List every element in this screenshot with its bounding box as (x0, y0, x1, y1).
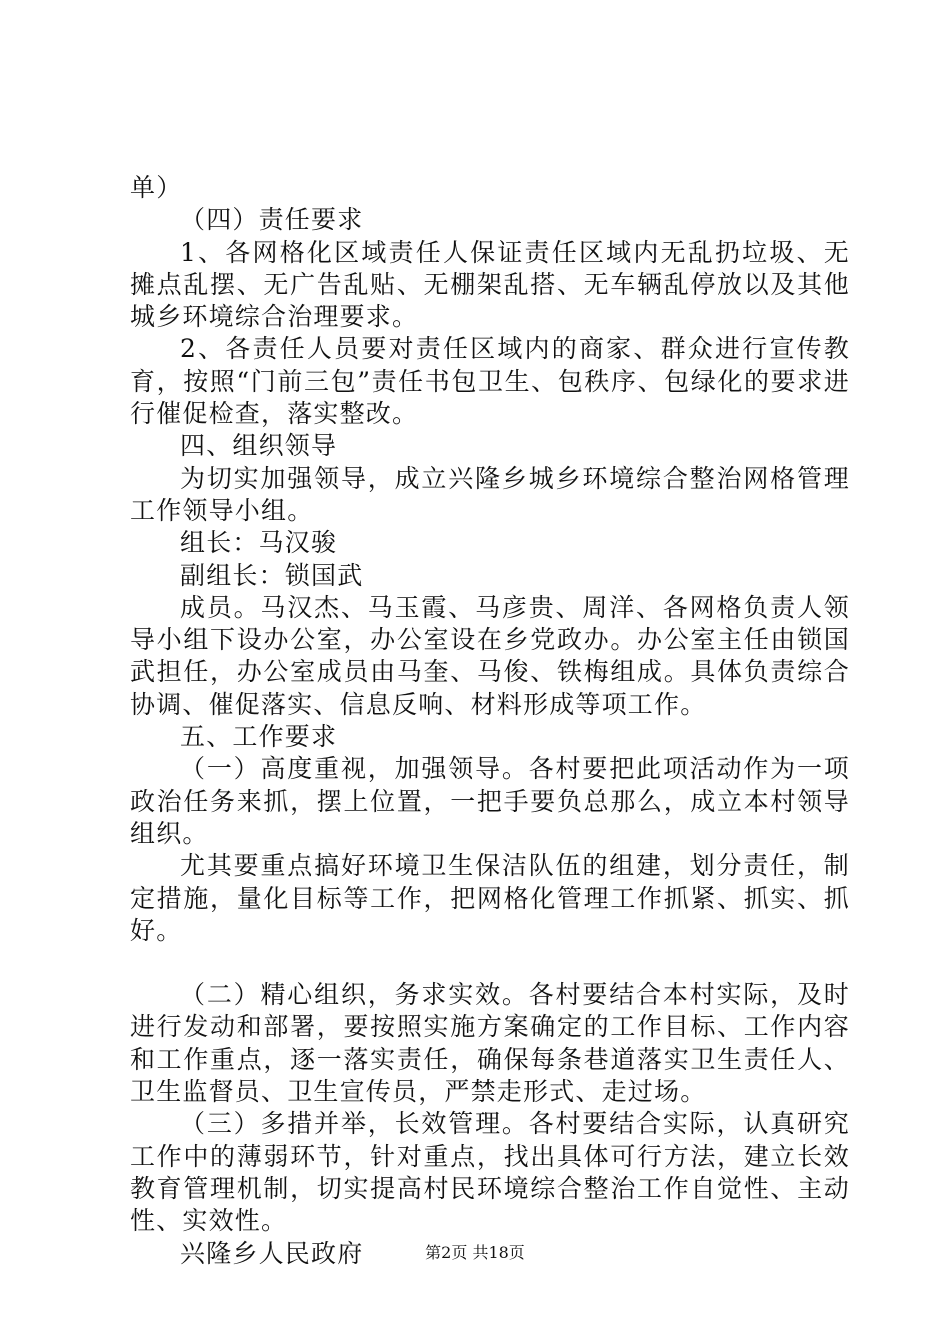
page-number-footer: 第2页 共18页 (425, 1243, 525, 1262)
paragraph-members: 成员。马汉杰、马玉霞、马彦贵、周洋、各网格负责人领导小组下设办公室，办公室设在乡党政办。办公室主任由锁国武担任，办公室成员由马奎、马俊、铁梅组成。具体负责综合协调、催促落实、信息反响、材料形成等项工作。 (130, 592, 850, 719)
paragraph-work-requirement-3: （三）多措并举，长效管理。各村要结合实际，认真研究工作中的薄弱环节，针对重点，找出具体可行方法，建立长效教育管理机制，切实提高村民环境综合整治工作自觉性、主动性、实效性。 (130, 1109, 850, 1236)
paragraph-deputy-leader: 副组长：锁国武 (180, 560, 364, 590)
heading-work-requirements: 五、工作要求 (180, 722, 338, 752)
paragraph-leadership-group: 为切实加强领导，成立兴隆乡城乡环境综合整治网格管理工作领导小组。 (130, 463, 850, 525)
paragraph-group-leader: 组长：马汉骏 (180, 528, 338, 558)
paragraph-gap (130, 947, 850, 979)
signature-issuer: 兴隆乡人民政府 (180, 1238, 364, 1268)
paragraph-work-requirement-2: （二）精心组织，务求实效。各村要结合本村实际，及时进行发动和部署，要按照实施方案确定的工作目标、工作内容和工作重点，逐一落实责任，确保每条巷道落实卫生责任人、卫生监督员、卫生宣传员，严禁走形式、走过场。 (130, 980, 850, 1107)
heading-organization-leadership: 四、组织领导 (180, 431, 338, 461)
paragraph-requirement-2: 2、各责任人员要对责任区域内的商家、群众进行宣传教育，按照“门前三包”责任书包卫生、包秩序、包绿化的要求进行催促检查，落实整改。 (130, 334, 850, 429)
subheading-responsibility-requirements: （四）责任要求 (180, 205, 364, 235)
document-body (130, 172, 850, 1270)
paragraph-work-requirement-1-continued: 尤其要重点搞好环境卫生保洁队伍的组建，划分责任，制定措施，量化目标等工作，把网格化管理工作抓紧、抓实、抓好。 (130, 851, 850, 945)
paragraph-continuation: 单） (130, 173, 183, 202)
paragraph-requirement-1: 1、各网格化区域责任人保证责任区域内无乱扔垃圾、无摊点乱摆、无广告乱贴、无棚架乱搭、无车辆乱停放以及其他城乡环境综合治理要求。 (130, 237, 850, 332)
paragraph-work-requirement-1: （一）高度重视，加强领导。各村要把此项活动作为一项政治任务来抓，摆上位置，一把手要负总那么，成立本村领导组织。 (130, 754, 850, 848)
